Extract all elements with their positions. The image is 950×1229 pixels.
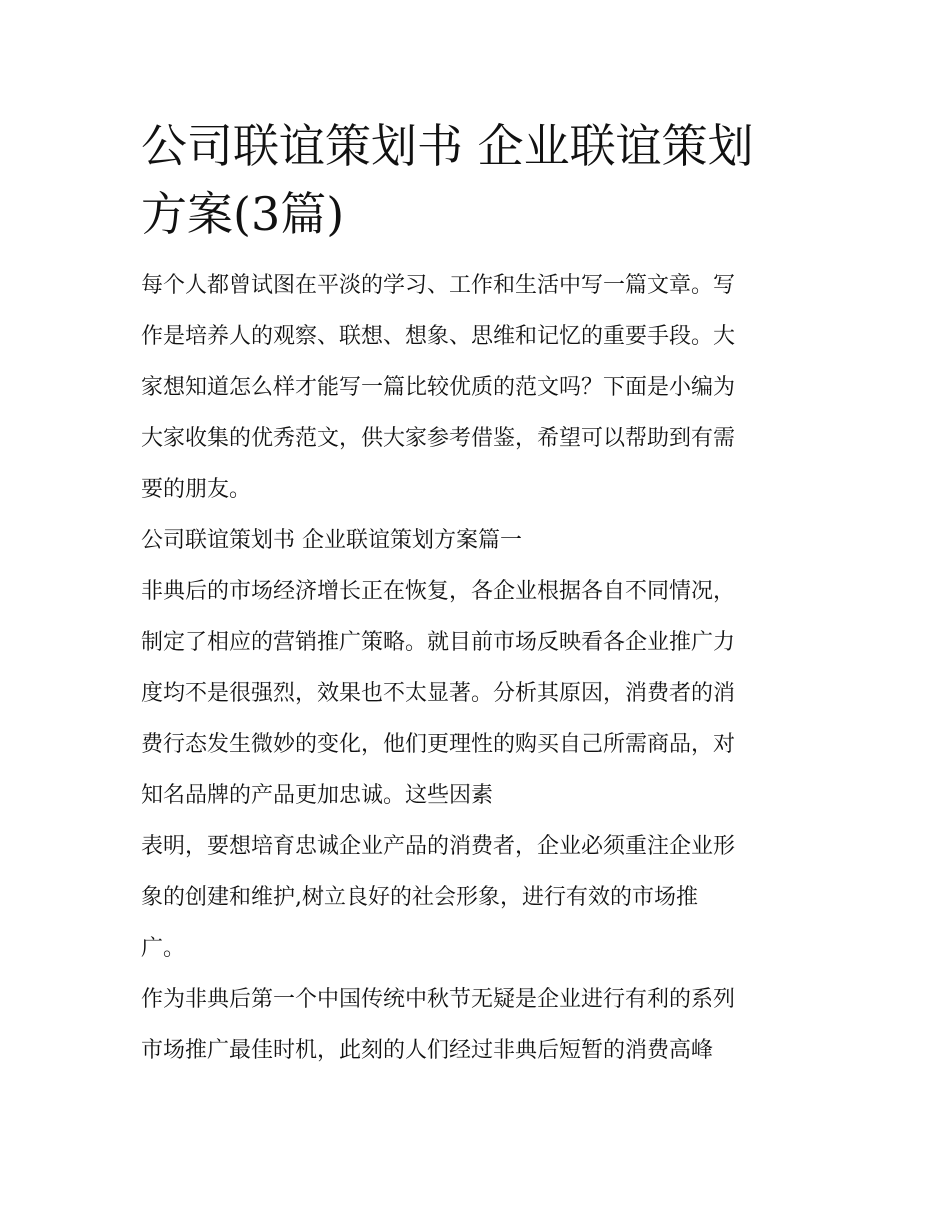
section-heading [141,515,816,566]
text-line: 非典后的市场经济增长正在恢复，各企业根据各自不同情况， [141,579,736,604]
text-line: 家想知道怎么样才能写一篇比较优质的范文吗？下面是小编为 [141,375,736,400]
title-line-1: 公司联谊策划书 企业联谊策划 [141,119,754,173]
text-line: 费行态发生微妙的变化，他们更理性的购买自己所需商品，对 [141,732,736,757]
intro-paragraph [141,260,816,515]
title-line-2: 方案(3篇) [141,187,345,241]
text-line: 作为非典后第一个中国传统中秋节无疑是企业进行有利的系列 [141,987,736,1012]
text-line: 每个人都曾试图在平淡的学习、工作和生活中写一篇文章。写 [141,273,736,298]
text-line: 市场推广最佳时机，此刻的人们经过非典后短暂的消费高峰 [141,1038,714,1063]
text-line: 象的创建和维护,树立良好的社会形象，进行有效的市场推 [141,885,698,910]
body-paragraph-2 [141,821,816,974]
text-line: 知名品牌的产品更加忠诚。这些因素 [141,783,494,808]
body-paragraph-1 [141,566,816,821]
text-line: 要的朋友。 [141,477,252,502]
text-line: 表明，要想培育忠诚企业产品的消费者，企业必须重注企业形 [141,834,736,859]
document-title [141,112,816,248]
text-line: 度均不是很强烈，效果也不太显著。分析其原因，消费者的消 [141,681,736,706]
text-line: 作是培养人的观察、联想、想象、思维和记忆的重要手段。大 [141,324,736,349]
text-line: 公司联谊策划书 企业联谊策划方案篇一 [141,528,522,553]
text-line: 大家收集的优秀范文，供大家参考借鉴，希望可以帮助到有需 [141,426,736,451]
text-line: 广。 [141,936,186,961]
text-line: 制定了相应的营销推广策略。就目前市场反映看各企业推广力 [141,630,736,655]
body-paragraph-3 [141,974,816,1076]
document-page [141,112,816,1076]
